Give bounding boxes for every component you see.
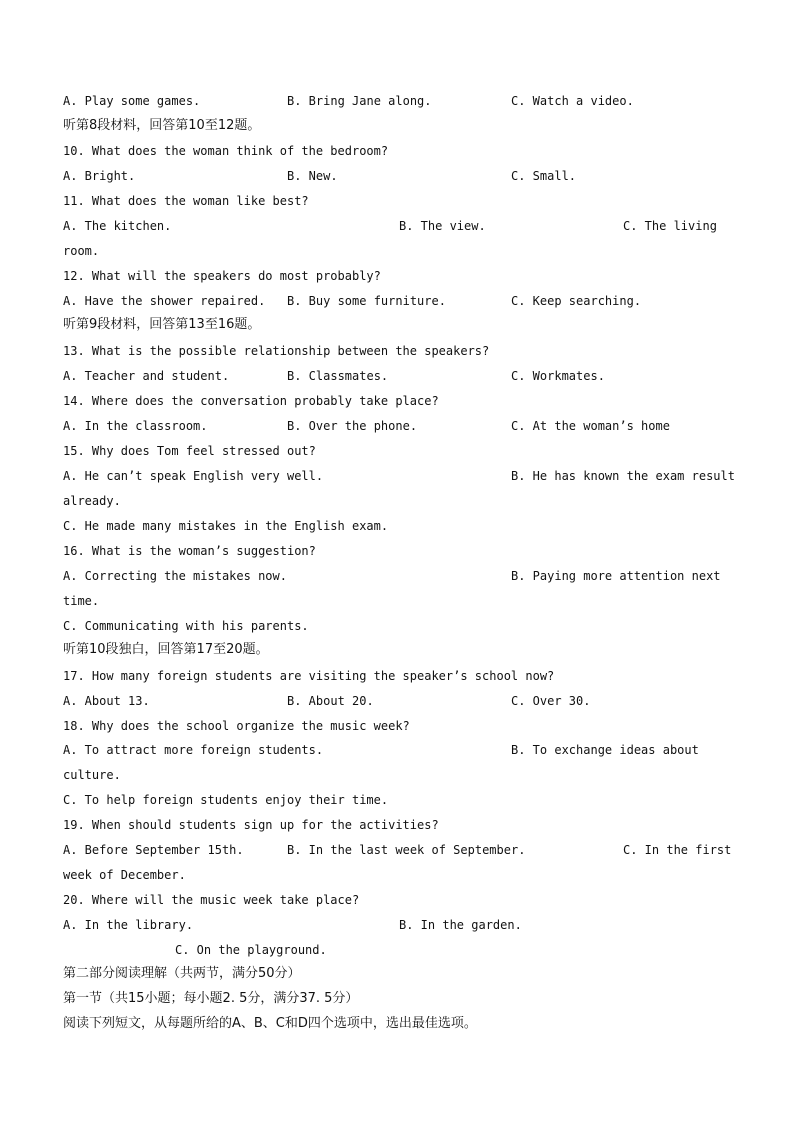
section-8-heading: 听第8段材料，回答第10至12题。 <box>63 118 261 133</box>
q16-option-a: A. Correcting the mistakes now. <box>63 569 287 583</box>
reading-instruction: 阅读下列短文，从每题所给的A、B、C和D四个选项中，选出最佳选项。 <box>63 1016 477 1031</box>
q17-question: 17. How many foreign students are visiting the speaker’s school now? <box>63 669 555 683</box>
q17-option-a: A. About 13. <box>63 694 150 708</box>
q11-option-c: C. The living <box>623 219 717 233</box>
q19-option-b: B. In the last week of September. <box>287 843 526 857</box>
q18-option-c: C. To help foreign students enjoy their time. <box>63 793 389 807</box>
q14-option-b: B. Over the phone. <box>287 419 418 433</box>
q12-option-a: A. Have the shower repaired. <box>63 294 266 308</box>
q9-option-b: B. Bring Jane along. <box>287 94 432 108</box>
q15-option-b: B. He has known the exam result <box>511 469 735 483</box>
q15-option-b-continued: already. <box>63 494 121 508</box>
q15-option-a: A. He can’t speak English very well. <box>63 469 324 483</box>
q17-option-c: C. Over 30. <box>511 694 591 708</box>
q13-option-a: A. Teacher and student. <box>63 369 230 383</box>
q11-option-b: B. The view. <box>399 219 486 233</box>
q18-question: 18. Why does the school organize the music week? <box>63 719 410 733</box>
q12-option-b: B. Buy some furniture. <box>287 294 446 308</box>
q14-option-c: C. At the woman’s home <box>511 419 670 433</box>
q19-option-a: A. Before September 15th. <box>63 843 244 857</box>
q14-option-a: A. In the classroom. <box>63 419 208 433</box>
q13-question: 13. What is the possible relationship between the speakers? <box>63 344 490 358</box>
q14-question: 14. Where does the conversation probably take place? <box>63 394 439 408</box>
q15-question: 15. Why does Tom feel stressed out? <box>63 444 316 458</box>
q18-option-b: B. To exchange ideas about <box>511 743 699 757</box>
q10-option-c: C. Small. <box>511 169 577 183</box>
q13-option-c: C. Workmates. <box>511 369 605 383</box>
q20-option-a: A. In the library. <box>63 918 194 932</box>
q10-question: 10. What does the woman think of the bedroom? <box>63 144 389 158</box>
q13-option-b: B. Classmates. <box>287 369 389 383</box>
q10-option-a: A. Bright. <box>63 169 136 183</box>
q16-option-b-continued: time. <box>63 594 100 608</box>
q20-option-c: C. On the playground. <box>175 943 327 957</box>
q11-question: 11. What does the woman like best? <box>63 194 309 208</box>
q16-option-c: C. Communicating with his parents. <box>63 619 309 633</box>
section-10-heading: 听第10段独白，回答第17至20题。 <box>63 642 269 657</box>
q11-option-c-continued: room. <box>63 244 100 258</box>
q19-question: 19. When should students sign up for the activities? <box>63 818 439 832</box>
q18-option-b-continued: culture. <box>63 768 121 782</box>
section-1-title: 第一节（共15小题；每小题2. 5分，满分37. 5分） <box>63 991 359 1006</box>
q9-option-a: A. Play some games. <box>63 94 201 108</box>
q16-question: 16. What is the woman’s suggestion? <box>63 544 316 558</box>
q20-option-b: B. In the garden. <box>399 918 522 932</box>
q18-option-a: A. To attract more foreign students. <box>63 743 324 757</box>
section-9-heading: 听第9段材料，回答第13至16题。 <box>63 317 261 332</box>
q9-option-c: C. Watch a video. <box>511 94 634 108</box>
q20-question: 20. Where will the music week take place? <box>63 893 360 907</box>
q17-option-b: B. About 20. <box>287 694 374 708</box>
q15-option-c: C. He made many mistakes in the English exam. <box>63 519 389 533</box>
q16-option-b: B. Paying more attention next <box>511 569 721 583</box>
q10-option-b: B. New. <box>287 169 338 183</box>
part-2-title: 第二部分阅读理解（共两节，满分50分） <box>63 966 301 981</box>
q19-option-c-continued: week of December. <box>63 868 186 882</box>
q19-option-c: C. In the first <box>623 843 732 857</box>
q12-option-c: C. Keep searching. <box>511 294 642 308</box>
q11-option-a: A. The kitchen. <box>63 219 172 233</box>
q12-question: 12. What will the speakers do most probably? <box>63 269 381 283</box>
